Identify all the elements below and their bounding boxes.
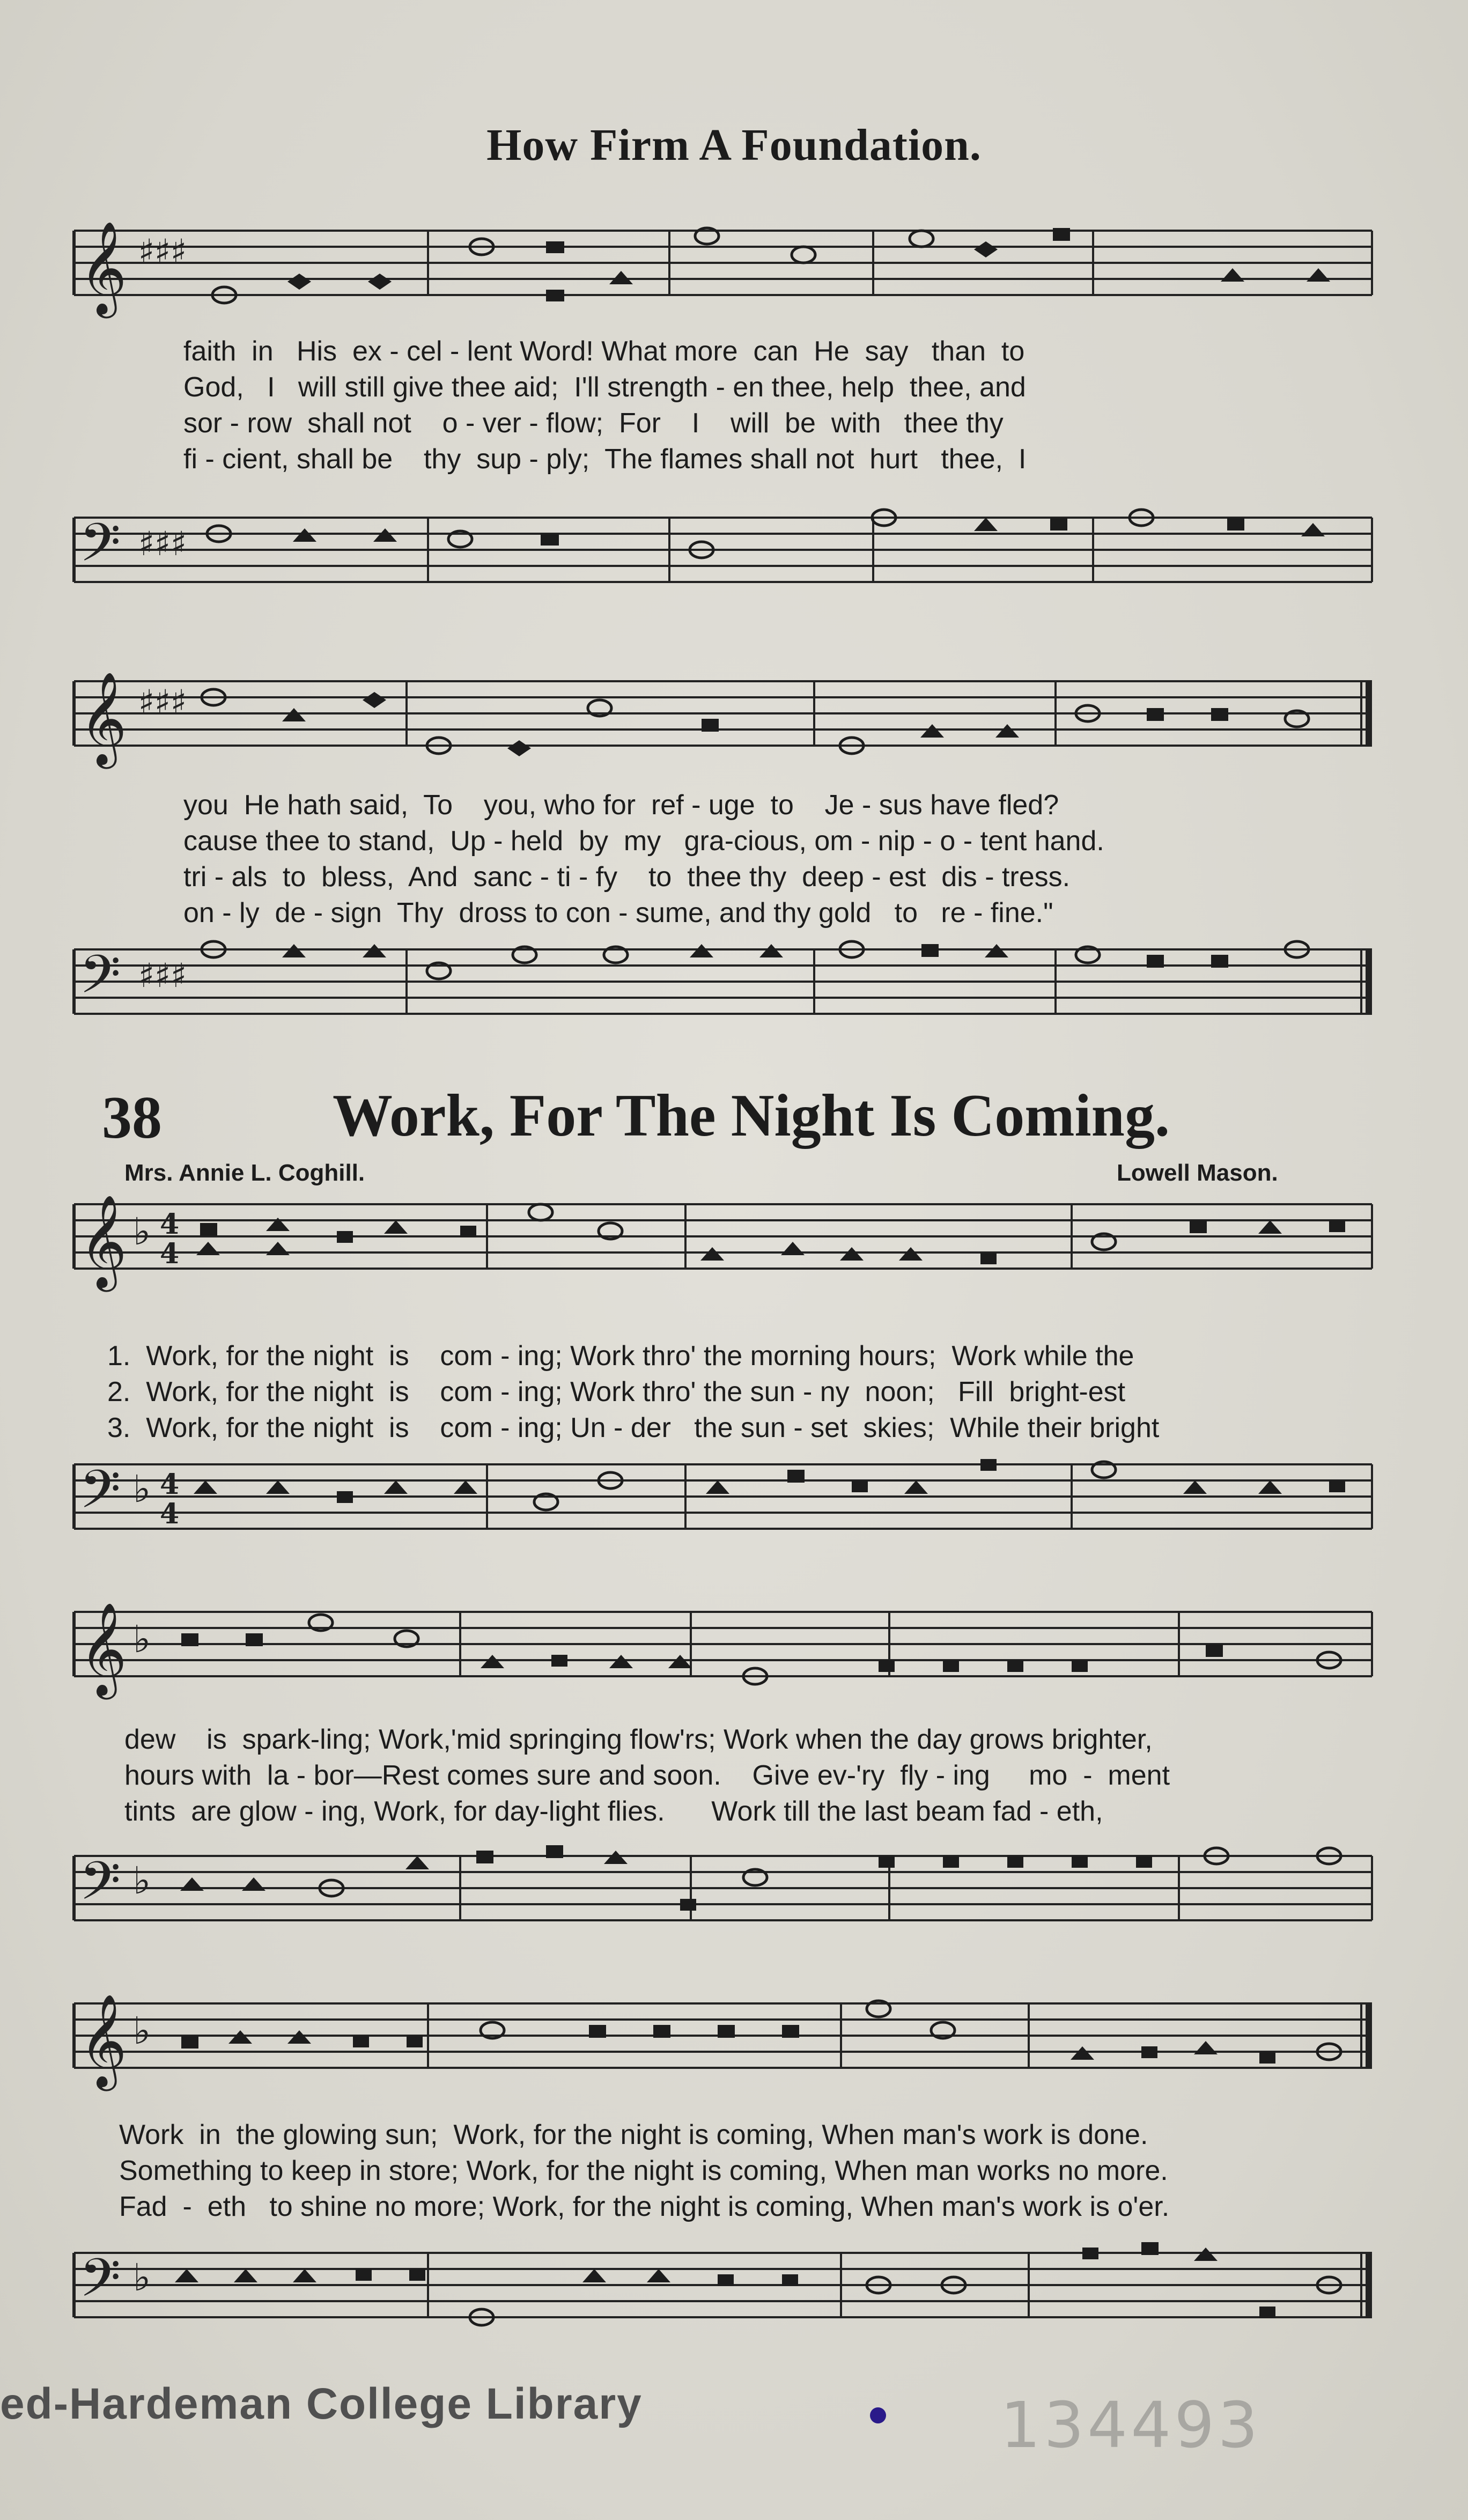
bass-staff <box>63 1448 1377 1572</box>
svg-text:♭: ♭ <box>133 1467 151 1511</box>
hymn2-verse-line-3: Fad - eth to shine no more; Work, for the night is coming, When man's work is o'er. <box>119 2191 1170 2222</box>
hymn2-verse-line-1: Work in the glowing sun; Work, for the night is coming, When man's work is done. <box>119 2119 1148 2150</box>
treble-staff <box>63 215 1377 338</box>
hymn1-verse-line-4: fi - cient, shall be thy sup - ply; The flames shall not hurt thee, I <box>183 444 1027 475</box>
svg-text:♭: ♭ <box>133 1859 151 1903</box>
svg-text:𝄞: 𝄞 <box>79 1602 127 1696</box>
ink-dot <box>870 2407 886 2423</box>
hymn1-verse-line-3: sor - row shall not o - ver - flow; For I will be with thee thy <box>183 408 1004 439</box>
bass-staff <box>63 1834 1377 1958</box>
treble-staff <box>63 665 1377 789</box>
svg-text:♯♯♯: ♯♯♯ <box>138 682 187 721</box>
hymn2-verse-line-3: 3. Work, for the night is com - ing; Un - der the sun - set skies; While their bright <box>107 1412 1160 1443</box>
svg-text:𝄞: 𝄞 <box>79 672 127 765</box>
svg-text:4: 4 <box>160 1468 180 1501</box>
hymn1-verse-line-2: cause thee to stand, Up - held by my gra-cious, om - nip - o - tent hand. <box>183 826 1104 857</box>
svg-text:4: 4 <box>160 1208 180 1241</box>
svg-text:4: 4 <box>160 1498 180 1530</box>
svg-text:𝄢: 𝄢 <box>79 2248 121 2322</box>
hymn1-verse-line-3: tri - als to bless, And sanc - ti - fy to thee thy deep - est dis - tress. <box>183 861 1071 893</box>
svg-text:♭: ♭ <box>133 2009 151 2053</box>
hymn2-verse-line-2: 2. Work, for the night is com - ing; Work thro' the sun - ny noon; Fill bright-est <box>107 1376 1126 1408</box>
hymn2-verse-line-1: 1. Work, for the night is com - ing; Work thro' the morning hours; Work while the <box>107 1340 1134 1372</box>
hymn1-verse-line-1: you He hath said, To you, who for ref - uge to Je - sus have fled? <box>183 790 1059 821</box>
hymn-number: 38 <box>102 1085 162 1151</box>
svg-text:𝄢: 𝄢 <box>79 944 121 1019</box>
svg-text:𝄢: 𝄢 <box>79 1459 121 1534</box>
svg-text:𝄞: 𝄞 <box>79 221 127 314</box>
hymn2-verse-line-2: Something to keep in store; Work, for the night is coming, When man works no more. <box>119 2155 1168 2186</box>
svg-text:𝄢: 𝄢 <box>79 1851 121 1925</box>
author-credit: Mrs. Annie L. Coghill. <box>124 1160 365 1186</box>
svg-text:♭: ♭ <box>133 1617 151 1661</box>
hymn-title: Work, For The Night Is Coming. <box>333 1082 1170 1149</box>
hymn-title: How Firm A Foundation. <box>486 120 982 170</box>
hymn1-verse-line-4: on - ly de - sign Thy dross to con - sume, and thy gold to re - fine." <box>183 897 1053 929</box>
svg-text:♯♯♯: ♯♯♯ <box>138 956 187 995</box>
hymn2-verse-line-2: hours with la - bor—Rest comes sure and soon. Give ev-'ry fly - ing mo - ment <box>124 1760 1170 1791</box>
composer-credit: Lowell Mason. <box>1117 1160 1278 1186</box>
treble-staff <box>63 1188 1377 1311</box>
bass-staff <box>63 496 1377 620</box>
svg-text:♯♯♯: ♯♯♯ <box>138 232 187 271</box>
accession-number: 134493 <box>1000 2388 1262 2462</box>
hymn2-verse-line-1: dew is spark-ling; Work,'mid springing flow'rs; Work when the day grows brighter, <box>124 1724 1153 1755</box>
bass-staff <box>63 2231 1377 2355</box>
hymn2-verse-line-3: tints are glow - ing, Work, for day-light flies. Work till the last beam fad - eth, <box>124 1796 1103 1827</box>
svg-text:𝄢: 𝄢 <box>79 512 121 587</box>
svg-text:♯♯♯: ♯♯♯ <box>138 524 187 563</box>
hymn1-verse-line-1: faith in His ex - cel - lent Word! What more can He say than to <box>183 336 1025 367</box>
bass-staff <box>63 933 1377 1057</box>
svg-text:♭: ♭ <box>133 1210 151 1254</box>
library-stamp: ed-Hardeman College Library <box>0 2379 643 2428</box>
treble-staff <box>63 1987 1377 2111</box>
treble-staff <box>63 1596 1377 1719</box>
svg-text:𝄞: 𝄞 <box>79 1994 127 2087</box>
svg-text:♭: ♭ <box>133 2256 151 2300</box>
svg-text:𝄞: 𝄞 <box>79 1195 127 1288</box>
hymn1-verse-line-2: God, I will still give thee aid; I'll strength - en thee, help thee, and <box>183 372 1026 403</box>
svg-text:4: 4 <box>160 1237 180 1270</box>
